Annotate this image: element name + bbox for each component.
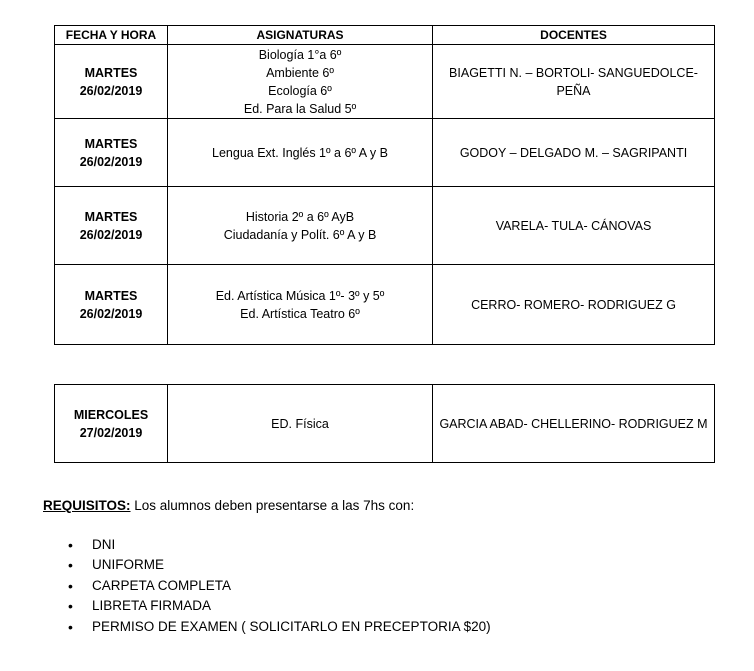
exam-schedule-table [54,25,715,345]
list-item: • PERMISO DE EXAMEN ( SOLICITARLO EN PRECEPTORIA $20) [68,617,491,637]
subjects-cell [168,187,433,265]
teachers-cell: BIAGETTI N. – BORTOLI- SANGUEDOLCE- PEÑA [433,45,715,119]
day: MARTES [84,209,138,224]
date: 26/02/2019 [79,83,143,98]
table-row [55,45,715,119]
date: 26/02/2019 [79,154,143,169]
requirements-text: Los alumnos deben presentarse a las 7hs con: [130,498,415,513]
list-item: • LIBRETA FIRMADA [68,596,491,616]
table-header-row [55,26,715,45]
day: MARTES [84,65,138,80]
subjects-cell [168,265,433,345]
subject: Ciudadanía y Polít. 6º A y B [223,227,377,242]
requirements-intro [43,498,414,513]
exam-schedule-table-2 [54,384,715,463]
teachers-cell: VARELA- TULA- CÁNOVAS [433,187,715,265]
subject: Biología 1°a 6º [258,47,342,62]
date: 26/02/2019 [79,306,143,321]
table-row [55,385,715,463]
teachers-cell: GARCIA ABAD- CHELLERINO- RODRIGUEZ M [433,385,715,463]
list-item: • DNI [68,535,491,555]
day: MIERCOLES [73,407,149,422]
subject: Ambiente 6º [266,65,334,80]
table-row [55,187,715,265]
list-item: • CARPETA COMPLETA [68,576,491,596]
date: 26/02/2019 [79,227,143,242]
header-teachers: DOCENTES [433,26,715,45]
subject: Historia 2º a 6º AyB [245,209,355,224]
date-cell [55,385,168,463]
subject: Ed. Artística Música 1º- 3º y 5º [215,288,385,303]
table-row [55,119,715,187]
date-cell [55,119,168,187]
header-date: FECHA Y HORA [55,26,168,45]
subjects-cell: ED. Física [168,385,433,463]
subjects-cell [168,119,433,187]
date-cell [55,187,168,265]
requirements-list [68,535,491,637]
date-cell [55,265,168,345]
header-subjects: ASIGNATURAS [168,26,433,45]
subject: Ecología 6º [268,83,332,98]
teachers-cell: CERRO- ROMERO- RODRIGUEZ G [433,265,715,345]
subject: Ed. Para la Salud 5º [243,101,357,116]
list-item: • UNIFORME [68,555,491,575]
date: 27/02/2019 [79,425,143,440]
day: MARTES [84,288,138,303]
subject: Lengua Ext. Inglés 1º a 6º A y B [212,145,388,160]
subjects-cell [168,45,433,119]
day: MARTES [84,136,138,151]
subject: Ed. Artística Teatro 6º [240,306,360,321]
teachers-cell: GODOY – DELGADO M. – SAGRIPANTI [433,119,715,187]
date-cell [55,45,168,119]
table-row [55,265,715,345]
requirements-label: REQUISITOS: [43,498,131,513]
